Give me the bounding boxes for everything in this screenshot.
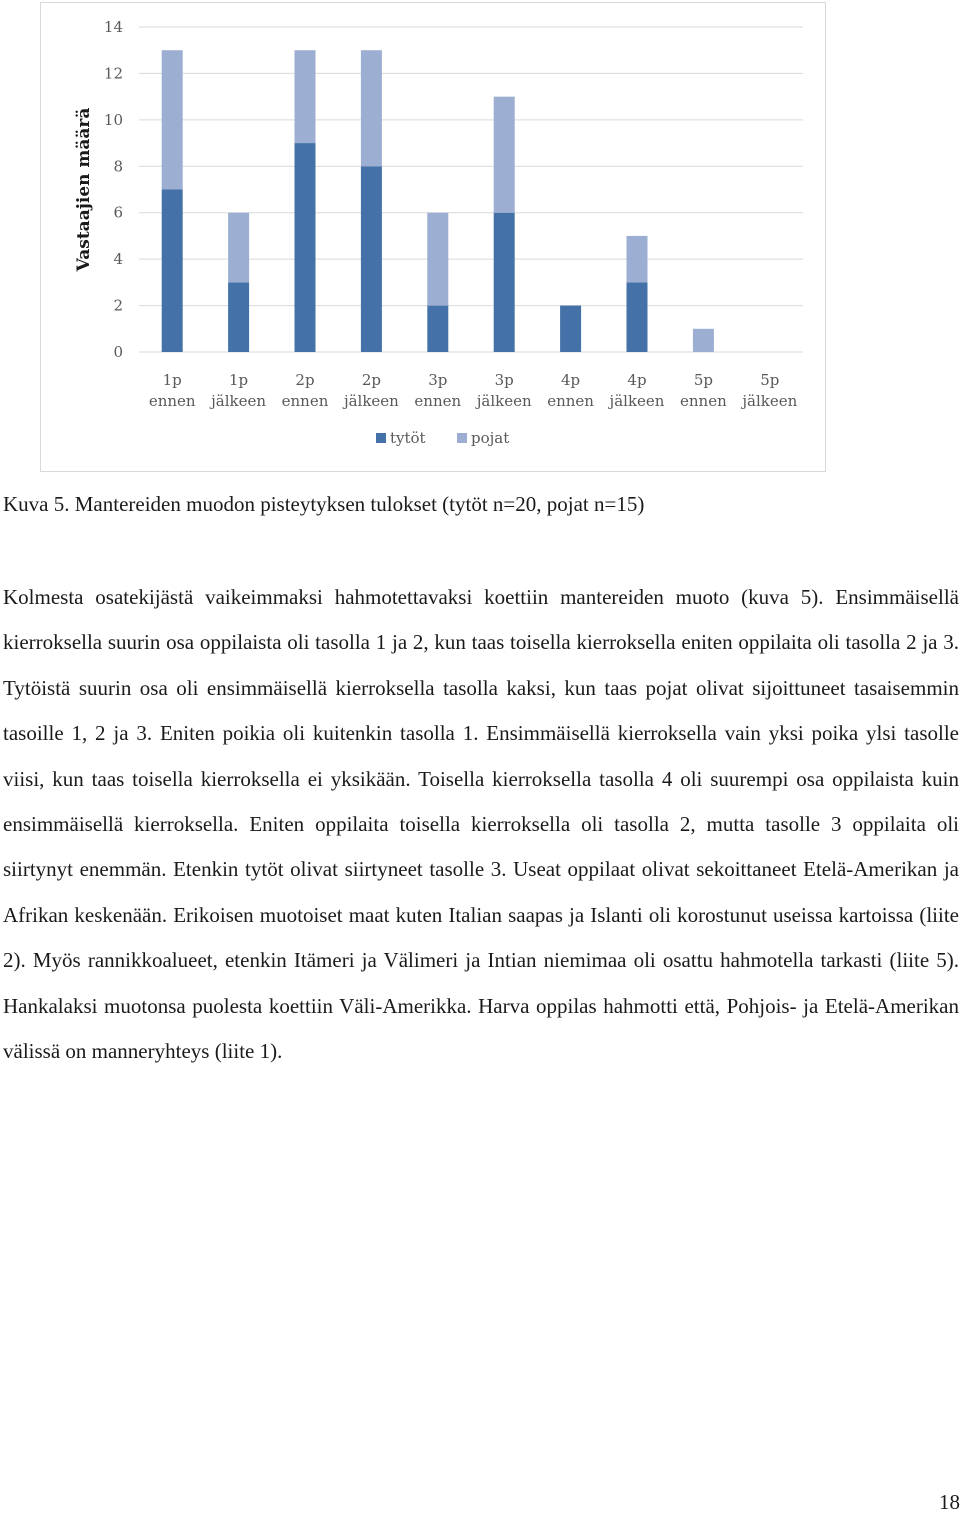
bar-pojat [627,236,648,282]
y-tick-label: 8 [113,157,123,176]
body-paragraph: Kolmesta osatekijästä vaikeimmaksi hahmotettavaksi koettiin mantereiden muoto (kuva 5). Ensimmäisellä kierroksella suurin osa oppilaista oli tasolla 1 ja 2, kun taas toisella kierroksella eniten oppilaita oli tasolla 2 ja 3. Tytöistä suurin osa oli ensimmäisellä kierroksella tasolla kaksi, kun taas pojat olivat sijoittuneet tasaisemmin tasoille 1, 2 ja 3. Eniten poikia oli kuitenkin tasolla 1. Ensimmäisellä kierroksella vain yksi poika ylsi tasolle viisi, kun taas toisella kierroksella ei yksikään. Toisella kierroksella tasolla 4 oli suurempi osa oppilaista kuin ensimmäisellä kierroksella. Eniten oppilaita toisella kierroksella oli tasolla 2, mutta tasolle 3 oppilaita oli siirtynyt enemmän. Etenkin tytöt olivat siirtyneet tasolle 3. Useat oppilaat olivat sekoittaneet Etelä-Amerikan ja Afrikan keskenään. Erikoisen muotoiset maat kuten Italian saapas ja Islanti oli korostunut useissa kartoissa (liite 2). Myös rannikkoalueet, etenkin Itämeri ja Välimeri ja Intian niemimaa oli osattu hahmotella tarkasti (liite 5). Hankalaksi muotonsa puolesta koettiin Väli-Amerikka. Harva oppilas hahmotti että, Pohjois- ja Etelä-Amerikan välissä on manneryhteys (liite 1). [3,585,959,1064]
legend-label: pojat [471,429,510,447]
x-tick-label: 3p [428,371,448,389]
bar-tytot [560,306,581,352]
bar-pojat [162,50,183,189]
y-axis-label: Vastaajien määrä [74,107,94,272]
x-tick-label: ennen [414,392,462,410]
x-tick-label: 4p [561,371,581,389]
chart-canvas [41,3,827,473]
x-tick-label: 5p [760,371,780,389]
x-tick-label: ennen [680,392,727,410]
x-tick-label: ennen [148,392,196,410]
bar-tytot [494,213,515,352]
bar-tytot [627,282,648,352]
x-tick-label: jälkeen [343,392,399,410]
bar-tytot [295,143,316,352]
x-tick-label: jälkeen [609,392,665,410]
x-tick-label: 5p [693,371,713,389]
bar-tytot [162,190,183,353]
bar-pojat [693,329,714,352]
x-tick-label: 4p [627,371,647,389]
bar-tytot [427,306,448,352]
x-tick-label: 2p [295,371,315,389]
bar-tytot [228,282,249,352]
y-tick-label: 2 [113,296,123,315]
legend-label: tytöt [390,429,426,447]
bar-pojat [427,213,448,306]
bar-pojat [494,97,515,213]
page-number: 18 [939,1490,960,1514]
bar-pojat [228,213,249,283]
y-tick-label: 4 [113,250,123,269]
x-tick-label: jälkeen [211,392,267,410]
y-tick-label: 14 [103,18,123,36]
bar-tytot [361,166,382,352]
x-tick-label: ennen [281,392,329,410]
bar-pojat [295,50,316,143]
x-tick-label: jälkeen [742,392,798,410]
x-tick-label: 2p [361,371,381,389]
legend-swatch [376,433,386,443]
x-tick-label: 1p [229,371,249,389]
x-tick-label: 3p [494,371,514,389]
legend-swatch [457,433,467,443]
bar-pojat [361,50,382,166]
figure-caption: Kuva 5. Mantereiden muodon pisteytyksen tulokset (tytöt n=20, pojat n=15) [3,492,645,516]
y-tick-label: 6 [113,203,123,222]
y-tick-label: 10 [103,110,123,129]
x-tick-label: ennen [547,392,594,410]
x-tick-label: jälkeen [476,392,532,410]
y-tick-label: 0 [113,343,123,361]
stacked-bar-chart [40,2,826,472]
x-tick-label: 1p [162,371,182,389]
y-tick-label: 12 [103,64,123,83]
